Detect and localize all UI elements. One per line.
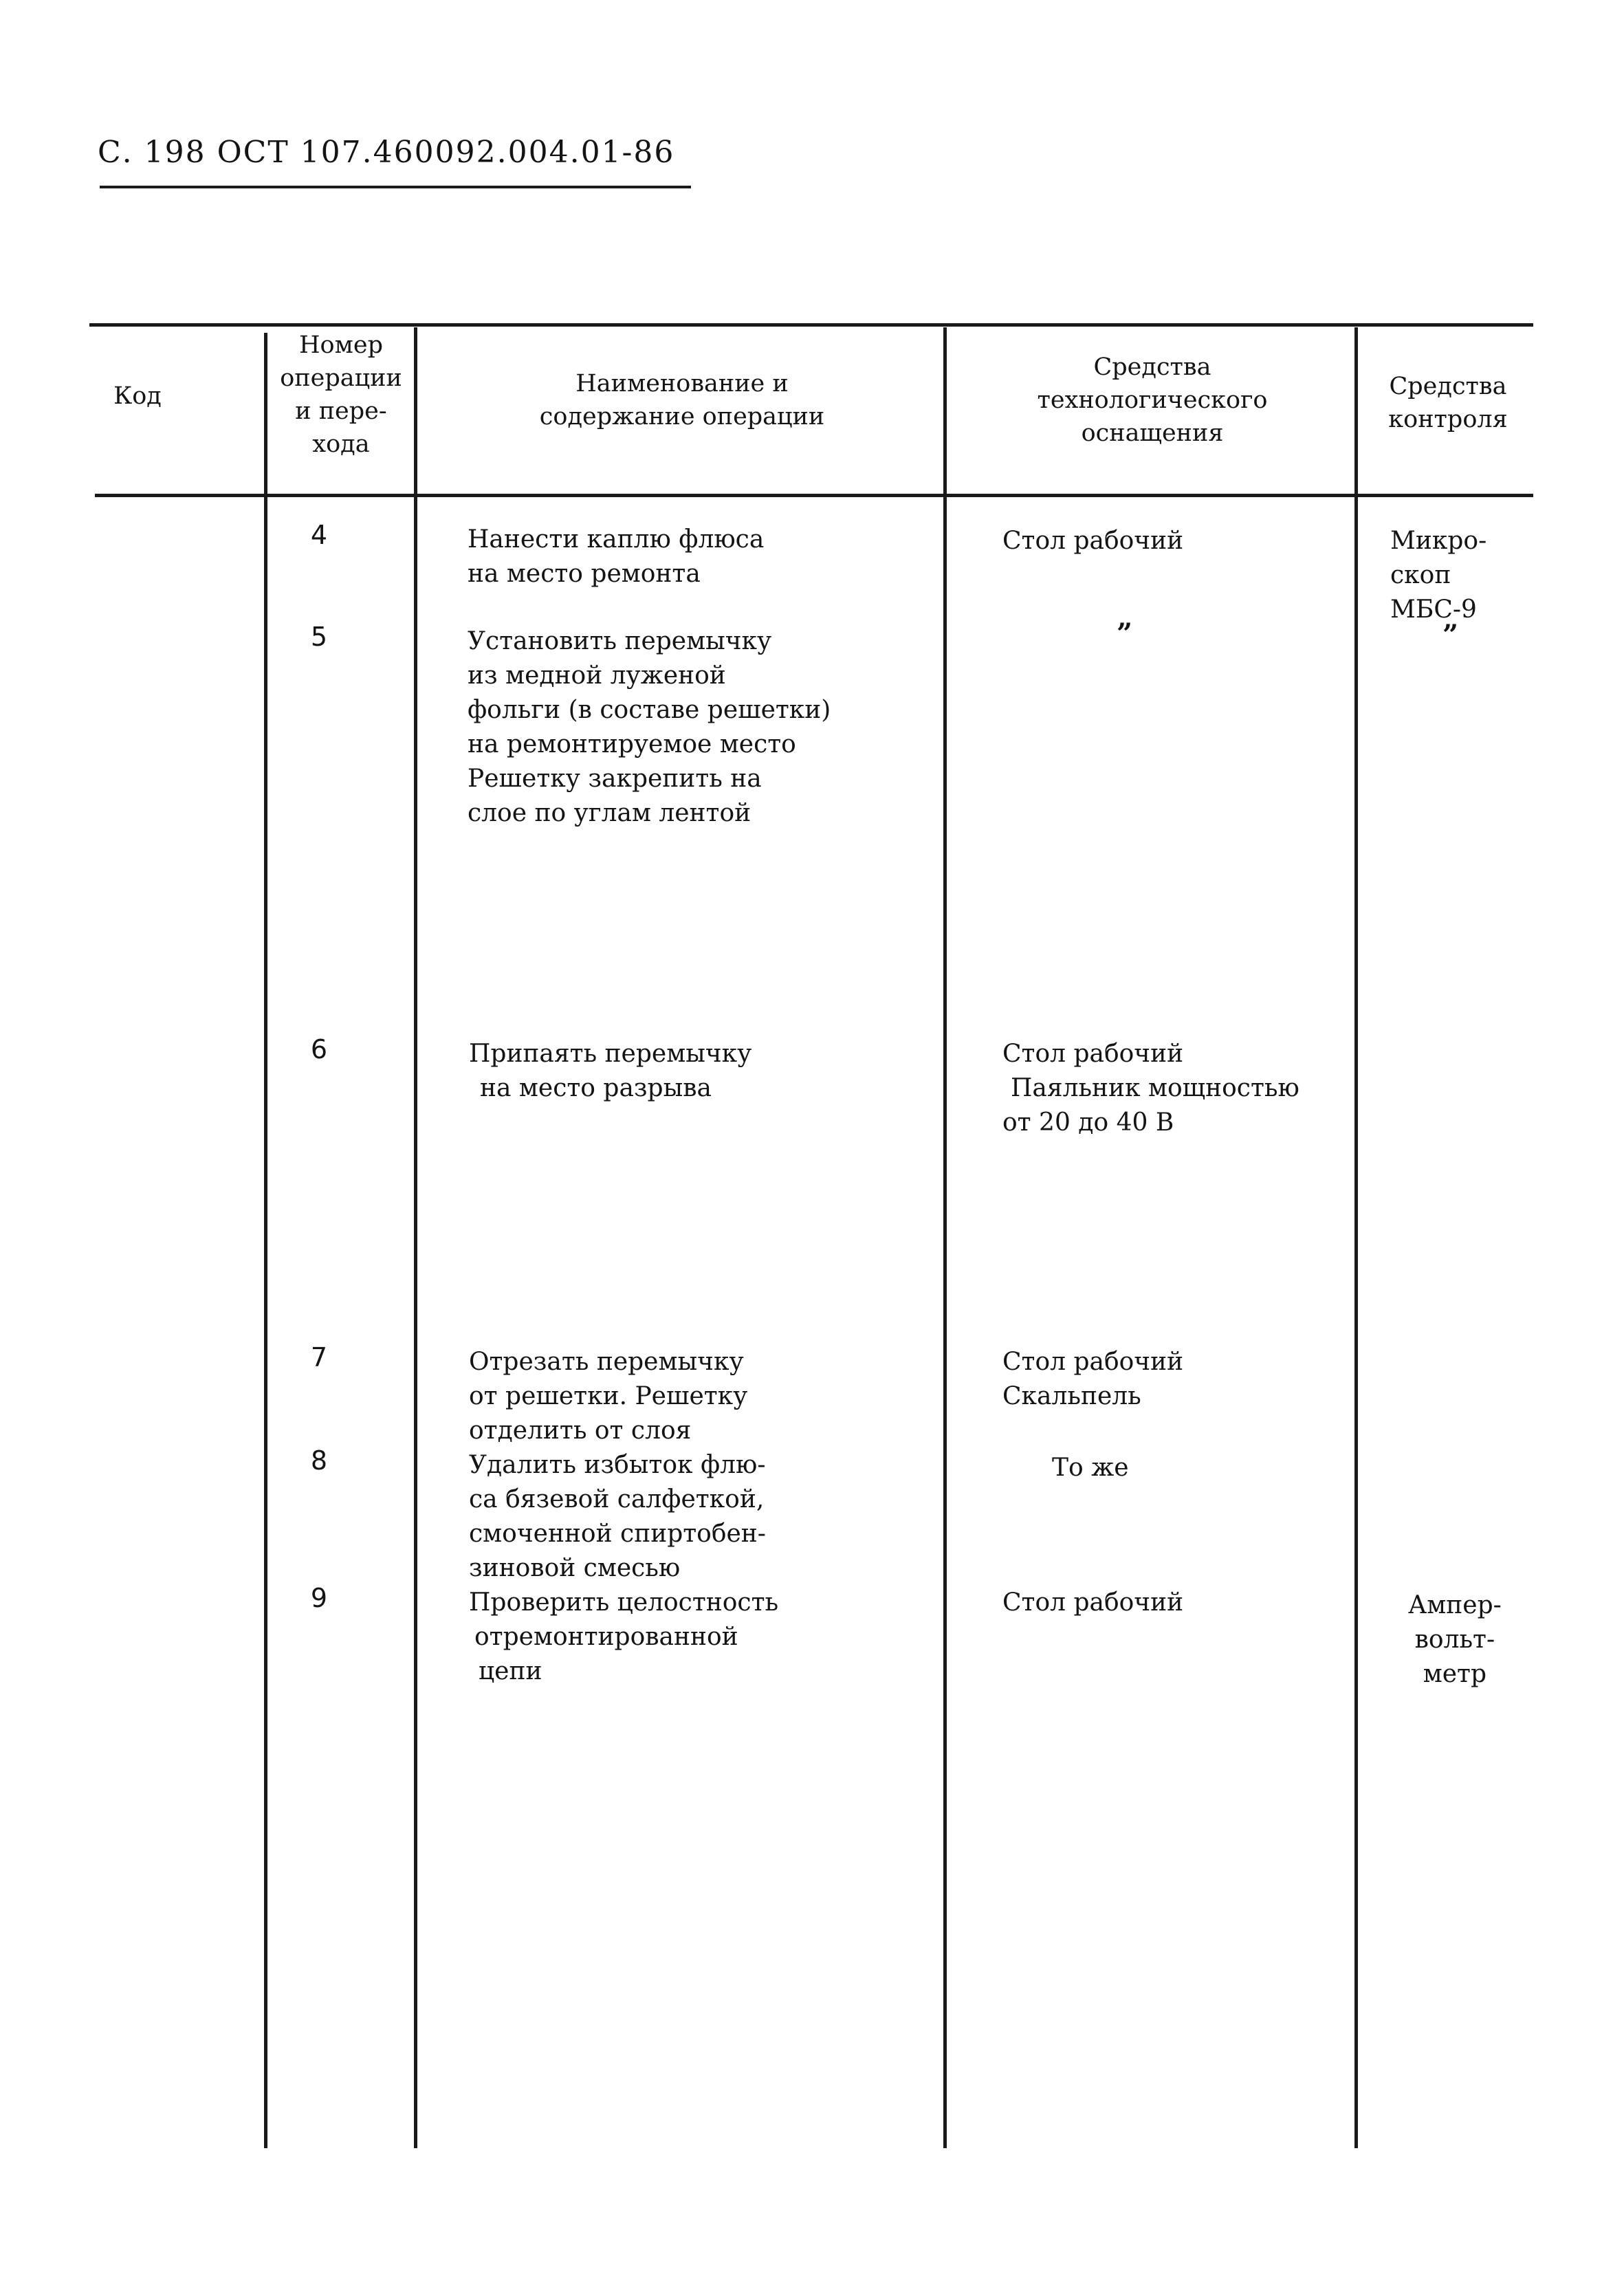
text-line: вольт-	[1414, 1626, 1495, 1654]
column-divider-4	[1354, 327, 1358, 2148]
text-line: цепи	[479, 1657, 542, 1685]
header-equipment	[947, 351, 1358, 450]
text-line: Паяльник мощностью	[1011, 1074, 1299, 1102]
ditto-mark: ”	[1442, 619, 1459, 651]
header-code-label: Код	[113, 382, 162, 410]
operation-text	[468, 523, 764, 591]
control-text	[1408, 1588, 1502, 1692]
table-top-rule	[89, 323, 1533, 327]
header-control	[1358, 370, 1538, 436]
column-divider-1	[264, 333, 267, 2148]
page-header: С. 198 ОСТ 107.460092.004.01-86	[98, 135, 675, 170]
text-line: Нанести каплю флюса	[468, 525, 765, 554]
row-number: 6	[310, 1034, 328, 1064]
text-line: скоп	[1390, 561, 1451, 589]
text-line: Стол рабочий	[1002, 1348, 1184, 1376]
text-line: Удалить избыток флю-	[469, 1451, 766, 1479]
header-line: контроля	[1388, 406, 1508, 433]
text-line: МБС-9	[1390, 595, 1477, 624]
control-text	[1390, 524, 1486, 627]
text-line: от 20 до 40 В	[1002, 1108, 1174, 1137]
header-line: операции	[280, 364, 402, 392]
text-line: Микро-	[1390, 527, 1487, 555]
equipment-text	[1002, 1345, 1183, 1414]
text-line: Скальпель	[1002, 1382, 1141, 1410]
header-line: Наименование и	[575, 370, 789, 397]
header-line: содержание операции	[539, 403, 825, 430]
column-divider-2	[414, 327, 417, 2148]
text-line: из медной луженой	[468, 662, 726, 690]
text-line: Решетку закрепить на	[468, 765, 762, 793]
text-line: слое по углам лентой	[468, 799, 751, 827]
text-line: от решетки. Решетку	[469, 1382, 748, 1410]
equipment-text	[1052, 1451, 1129, 1485]
header-line: технологического	[1037, 386, 1268, 414]
header-line: Средства	[1389, 373, 1507, 400]
header-op-number	[265, 329, 417, 461]
operation-text	[469, 1448, 766, 1586]
text-line: отремонтированной	[474, 1623, 738, 1651]
text-line: са бязевой салфеткой,	[469, 1485, 765, 1513]
text-line: зиновой смесью	[469, 1554, 681, 1582]
equipment-text	[1002, 1586, 1183, 1620]
text-line: Ампер-	[1408, 1591, 1502, 1619]
equipment-text	[1002, 524, 1183, 558]
row-number: 9	[310, 1583, 328, 1613]
header-line: оснащения	[1081, 419, 1224, 447]
operation-text	[469, 1345, 747, 1448]
text-line: Установить перемычку	[468, 627, 772, 655]
header-code	[96, 380, 179, 413]
operation-text	[468, 624, 831, 831]
header-line: хода	[312, 430, 370, 458]
header-line: Средства	[1093, 353, 1211, 381]
text-line: Отрезать перемычку	[469, 1348, 744, 1376]
text-line: отделить от слоя	[469, 1417, 692, 1445]
text-line: Проверить целостность	[469, 1588, 779, 1617]
row-number: 7	[310, 1342, 328, 1373]
text-line: Стол рабочий	[1002, 1040, 1184, 1068]
header-line: и пере-	[295, 397, 387, 425]
ditto-mark: ”	[1117, 617, 1133, 650]
row-number: 5	[310, 622, 328, 652]
text-line: Стол рабочий	[1002, 1588, 1184, 1617]
operation-text	[469, 1037, 751, 1106]
text-line: на место разрыва	[480, 1074, 712, 1102]
text-line: фольги (в составе решетки)	[468, 696, 831, 724]
text-line: Стол рабочий	[1002, 527, 1184, 555]
row-number: 4	[310, 520, 328, 550]
header-line: Номер	[299, 331, 383, 359]
text-line: Припаять перемычку	[469, 1040, 752, 1068]
text-line: на место ремонта	[468, 560, 701, 588]
text-line: То же	[1052, 1454, 1129, 1482]
header-operation-name	[417, 367, 947, 433]
equipment-text	[1002, 1037, 1299, 1140]
operation-text	[469, 1586, 778, 1689]
table-header-rule	[95, 494, 1533, 497]
text-line: на ремонтируемое место	[468, 730, 796, 758]
text-line: смоченной спиртобен-	[469, 1520, 766, 1548]
column-divider-3	[943, 327, 947, 2148]
text-line: метр	[1423, 1660, 1487, 1688]
row-number: 8	[310, 1445, 328, 1476]
